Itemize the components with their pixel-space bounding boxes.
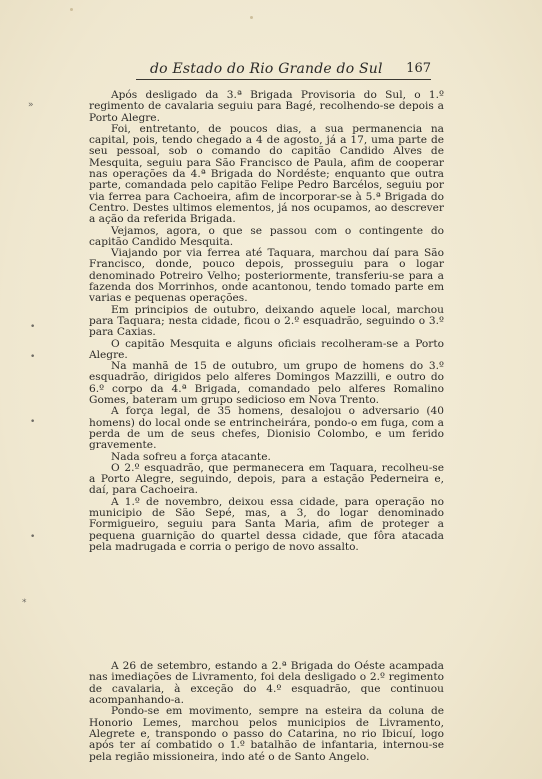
paragraph: A 26 de setembro, estando a 2.ª Brigada do Oéste acampada nas imediações de Livramento, foi dela desligado o 2.º regimento de cavalaria, à exceção do 4.º esquadrão, que continuou acompanhando-a. <box>89 660 444 707</box>
paragraph: Foi, entretanto, de poucos dias, a sua permanencia na capital, pois, tendo chegado a 4 de agosto, já a 17, uma parte de seu pessoal, sob o comando do capitão Candido Alves de Mesquita, seguiu para São Francisco de Paula, afim de cooperar nas operações da 4.ª Brigada do Nordéste; enquanto que outra parte, comandada pelo capitão Felipe Pedro Barcélos, seguiu por via ferrea para Cachoeira, afim de incorporar-se à 5.ª Brigada do Centro. Destes ultimos elementos, já nos ocupamos, ao descrever a ação da referida Brigada. <box>89 122 444 226</box>
paragraph: O capitão Mesquita e alguns oficiais recolheram-se a Porto Alegre. <box>89 337 444 361</box>
margin-mark: • <box>30 532 36 542</box>
paragraph: Na manhã de 15 de outubro, um grupo de homens do 3.º esquadrão, dirigidos pelo alferes Domingos Mazzilli, e outro do 6.º corpo da 4.ª Brigada, comandado pelo alferes Romalino Gomes, bateram um grupo sedicioso em Nova Trento. <box>89 360 444 407</box>
paper-speck <box>250 16 253 19</box>
running-header <box>136 60 431 80</box>
paragraph: Nada sofreu a força atacante. <box>111 450 271 463</box>
margin-mark: • <box>30 322 36 332</box>
section-gap <box>89 553 444 661</box>
paragraph: Vejamos, agora, o que se passou com o contingente do capitão Candido Mesquita. <box>89 224 444 248</box>
page-number: 167 <box>406 61 431 76</box>
margin-mark: » <box>28 100 34 110</box>
running-title: do Estado do Rio Grande do Sul <box>150 61 383 77</box>
margin-mark: * <box>22 598 27 608</box>
paragraph: O 2.º esquadrão, que permanecera em Taquara, recolheu-se a Porto Alegre, seguindo, depois, para a estação Pederneira e, daí, para Cachoeira. <box>89 461 444 497</box>
paragraph: Em principios de outubro, deixando aquele local, marchou para Taquara; nesta cidade, ficou o 2.º esquadrão, seguindo o 3.º para Caxias. <box>89 303 444 339</box>
paragraph: Após desligado da 3.ª Brigada Provisoria do Sul, o 1.º regimento de cavalaria seguiu para Bagé, recolhendo-se depois a Porto Alegre. <box>89 89 444 124</box>
margin-mark: • <box>30 417 36 427</box>
page-body <box>89 90 444 763</box>
paragraph: A força legal, de 35 homens, desalojou o adversario (40 homens) do local onde se entrincheirára, pondo-o em fuga, com a perda de um de seus chefes, Dionisio Colombo, e um ferido gravemente. <box>89 405 444 452</box>
margin-mark: • <box>30 352 36 362</box>
paragraph: Viajando por via ferrea até Taquara, marchou daí para São Francisco, donde, pouco depois, prosseguiu para o logar denominado Potreiro Velho; posteriormente, transferiu-se para a fazenda dos Morrinhos, onde acantonou, tendo tomado parte em varias e pequenas operações. <box>89 247 444 305</box>
paragraph: A 1.º de novembro, deixou essa cidade, para operação no municipio de São Sepé, mas, a 3, do logar denominado Formigueiro, seguiu para Santa Maria, afim de proteger a pequena guarnição do quartel dessa cidade, que fôra atacada pela madrugada e corria o perigo de novo assalto. <box>89 495 444 553</box>
paper-speck <box>70 8 73 11</box>
paragraph: Pondo-se em movimento, sempre na esteira da coluna de Honorio Lemes, marchou pelos municipios de Livramento, Alegrete e, transpondo o passo do Catarina, no rio Ibicuí, logo após ter aí combatido o 1.º batalhão de infantaria, internou-se pela região missioneira, indo até o de Santo Angelo. <box>89 705 444 763</box>
